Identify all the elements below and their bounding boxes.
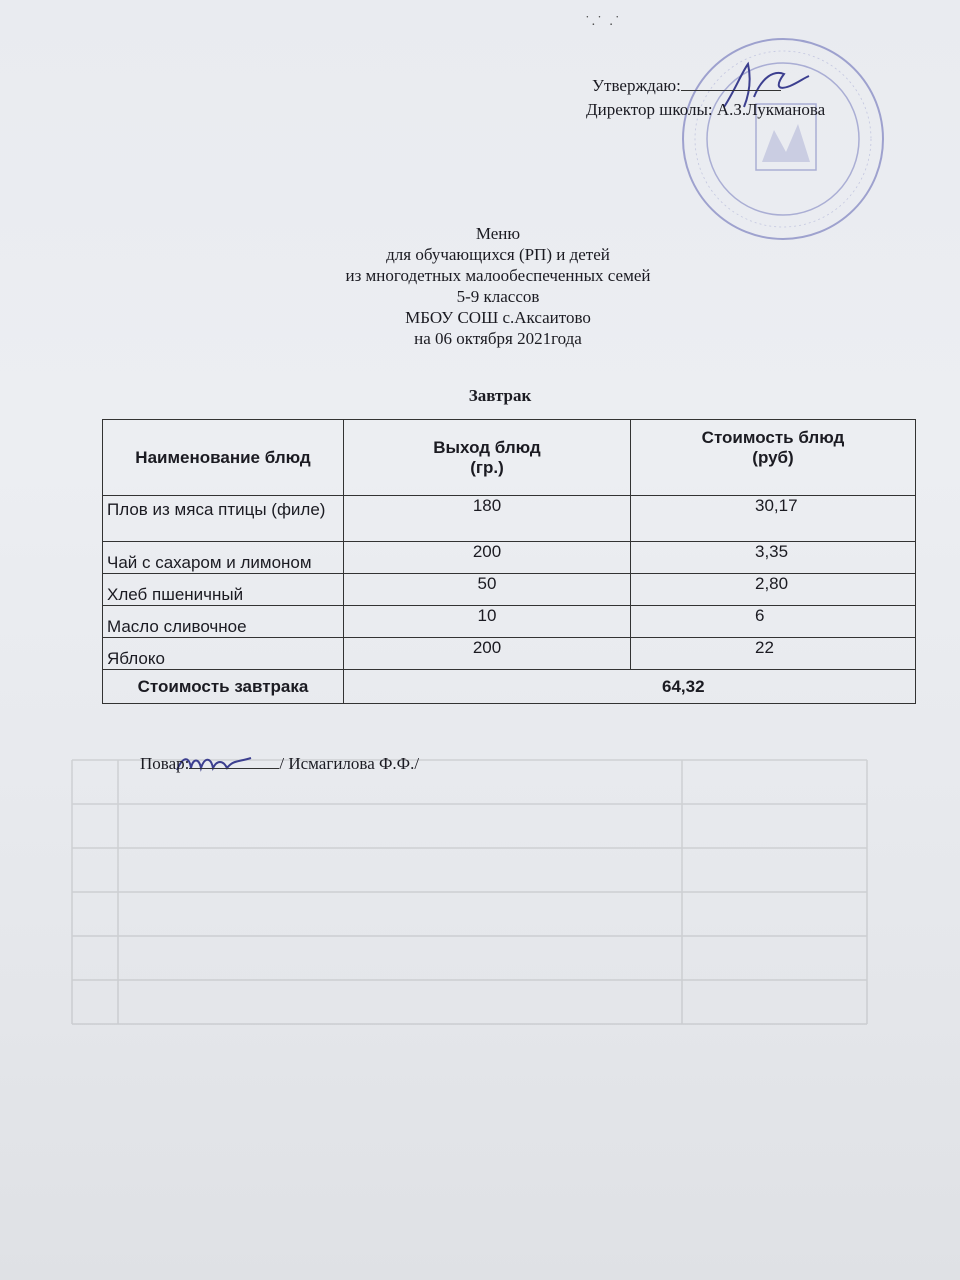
title-line: МБОУ СОШ с.Аксаитово bbox=[405, 308, 591, 327]
dish-yield: 10 bbox=[344, 606, 631, 638]
menu-table bbox=[102, 419, 916, 704]
document-title bbox=[260, 223, 736, 349]
dish-cost: 6 bbox=[631, 606, 916, 638]
total-value bbox=[344, 670, 916, 704]
speck-marks: ˙.˙ .˙ bbox=[585, 14, 622, 29]
cook-label: Повар: bbox=[140, 754, 190, 773]
total-row bbox=[103, 670, 916, 704]
header-yield bbox=[344, 420, 631, 496]
header-label: Выход блюд (гр.) bbox=[433, 437, 541, 477]
title-line: 5-9 классов bbox=[456, 287, 540, 306]
dish-name: Плов из мяса птицы (филе) bbox=[103, 496, 344, 542]
approval-block bbox=[586, 74, 825, 122]
table-row bbox=[103, 574, 916, 606]
dish-name: Яблоко bbox=[103, 638, 344, 670]
title-line: для обучающихся (РП) и детей bbox=[386, 245, 610, 264]
table-row bbox=[103, 496, 916, 542]
table-header-row bbox=[103, 420, 916, 496]
dish-cost: 30,17 bbox=[631, 496, 916, 542]
dish-yield: 200 bbox=[344, 542, 631, 574]
dish-name: Масло сливочное bbox=[103, 606, 344, 638]
cook-name: / Исмагилова Ф.Ф./ bbox=[279, 754, 420, 773]
approval-label: Утверждаю: bbox=[592, 76, 681, 95]
dish-yield: 180 bbox=[344, 496, 631, 542]
title-line: Меню bbox=[475, 224, 521, 243]
title-line: на 06 октября 2021года bbox=[414, 329, 582, 348]
header-label: Стоимость блюд (руб) bbox=[701, 428, 845, 467]
table-row bbox=[103, 638, 916, 670]
table-row bbox=[103, 606, 916, 638]
dish-cost: 2,80 bbox=[631, 574, 916, 606]
header-cost bbox=[631, 420, 916, 496]
section-heading: Завтрак bbox=[468, 386, 532, 405]
dish-yield: 50 bbox=[344, 574, 631, 606]
dish-name: Хлеб пшеничный bbox=[103, 574, 344, 606]
header-label: Наименование блюд bbox=[135, 447, 311, 467]
signature-line bbox=[189, 754, 279, 769]
director-line: Директор школы: А.З.Лукманова bbox=[586, 100, 826, 119]
signature-line bbox=[681, 76, 781, 91]
title-line: из многодетных малообеспеченных семей bbox=[345, 266, 651, 285]
dish-yield: 200 bbox=[344, 638, 631, 670]
cook-line bbox=[140, 754, 419, 774]
dish-name: Чай с сахаром и лимоном bbox=[103, 542, 344, 574]
header-dish bbox=[103, 420, 344, 496]
table-row bbox=[103, 542, 916, 574]
total-amount: 64,32 bbox=[662, 676, 705, 696]
bleed-through-table bbox=[62, 740, 882, 1060]
total-label: Стоимость завтрака bbox=[103, 670, 344, 704]
dish-cost: 3,35 bbox=[631, 542, 916, 574]
dish-cost: 22 bbox=[631, 638, 916, 670]
